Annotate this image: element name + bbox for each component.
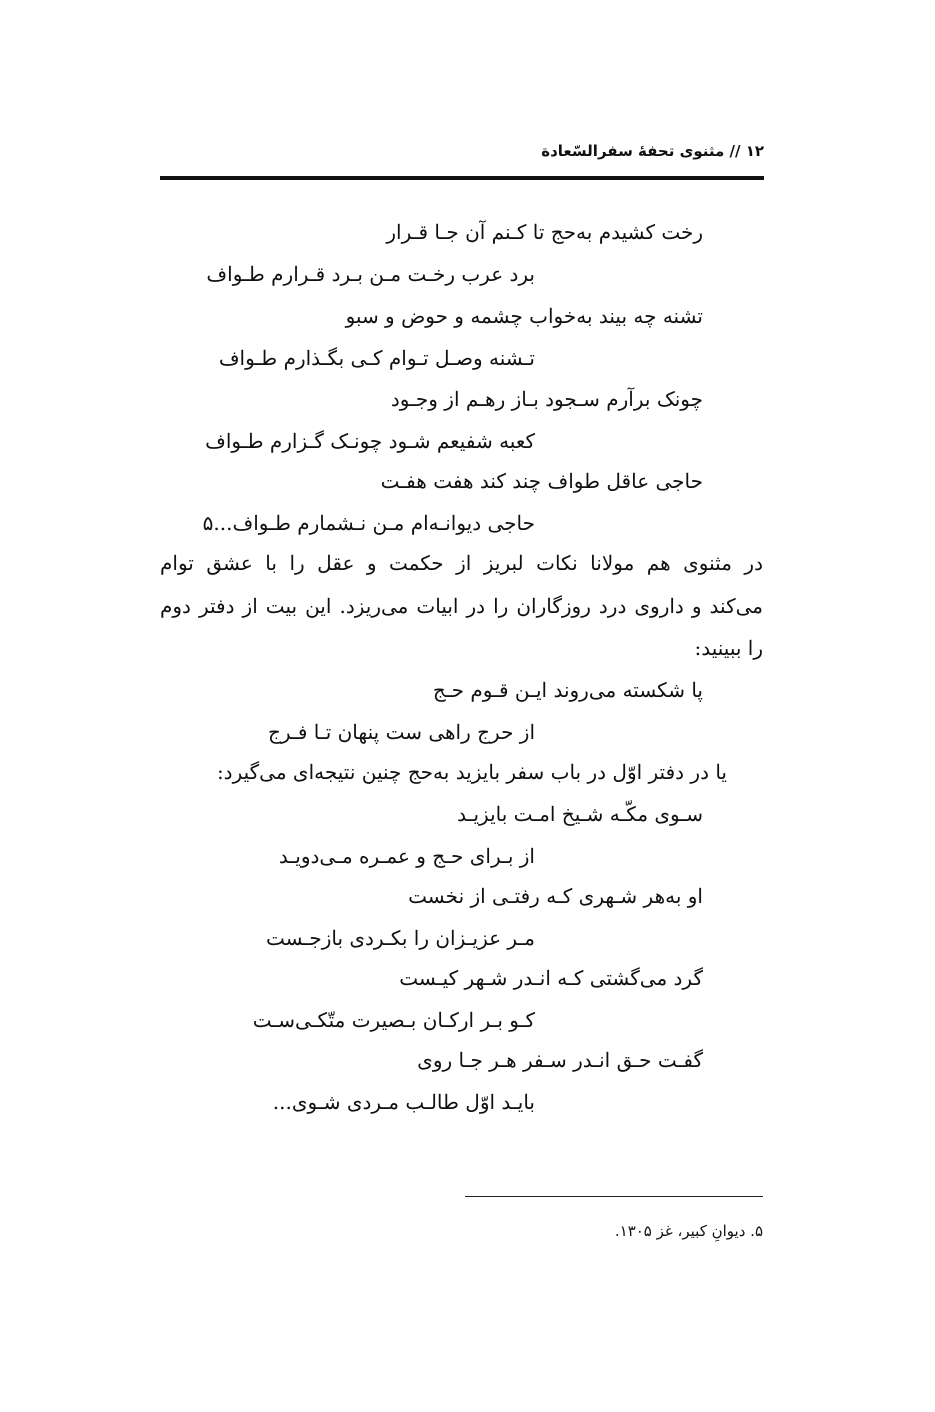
poem-line: پا شکسته می‌روند ایـن قـوم حـج (432, 678, 703, 702)
poem-line: حاجی دیوانـه‌ام مـن نـشمارم طـواف...۵ (202, 511, 535, 535)
poem-line: بایـد اوّل طالـب مـردی شـوی... (272, 1090, 535, 1114)
running-head: ۱۲ // مثنوی تحفۀ سفرالسّعادة (541, 142, 764, 160)
poem-line: او به‌هر شـهری کـه رفتـی از نخست (408, 884, 703, 908)
paragraph-line: در مثنوی هم مولانا نکات لبریز از حکمت و عقل را با عشق توام (160, 551, 763, 575)
paragraph-line: را ببینید: (694, 636, 763, 660)
poem-line: گرد می‌گشتی کـه انـدر شـهر کیـست (399, 966, 703, 990)
poem-line: چونک برآرم سـجود بـاز رهـم از وجـود (390, 387, 703, 411)
poem-line: تـشنه وصـل تـوام کـی بگـذارم طـواف (218, 346, 535, 370)
poem-line: کـو بـر ارکـان بـصیرت متّکـی‌سـت (252, 1008, 535, 1032)
intro-line: یا در دفتر اوّل در باب سفر بایزید به‌حج چنین نتیجه‌ای می‌گیرد: (216, 760, 727, 784)
footnote-rule (465, 1196, 763, 1197)
poem-line: کعبه شفیعم شـود چونـک گـزارم طـواف (205, 429, 535, 453)
poem-line: تشنه چه بیند به‌خواب چشمه و حوض و سبو (345, 304, 703, 328)
poem-line: حاجی عاقل طواف چند کند هفت هفـت (380, 469, 703, 493)
poem-line: از بـرای حـج و عمـره مـی‌دویـد (278, 844, 535, 868)
poem-line: برد عرب رخـت مـن بـرد قـرارم طـواف (206, 262, 535, 286)
poem-line: از حرج راهی ست پنهان تـا فـرج (268, 720, 535, 744)
header-rule (160, 176, 764, 180)
poem-line: گفـت حـق انـدر سـفر هـر جـا روی (417, 1048, 703, 1072)
poem-line: رخت کشیدم به‌حج تا کـنم آن جـا قـرار (386, 220, 703, 244)
poem-line: سـوی مکّـه شـیخ امـت بایزیـد (457, 802, 703, 826)
paragraph-line: می‌کند و داروی درد روزگاران را در ابیات می‌ریزد. این بیت از دفتر دوم (160, 594, 763, 618)
poem-line: مـر عزیـزان را بکـردی بازجـست (265, 926, 535, 950)
footnote: ۵. دیوانِ کبیر، غز ۱۳۰۵. (614, 1222, 763, 1240)
